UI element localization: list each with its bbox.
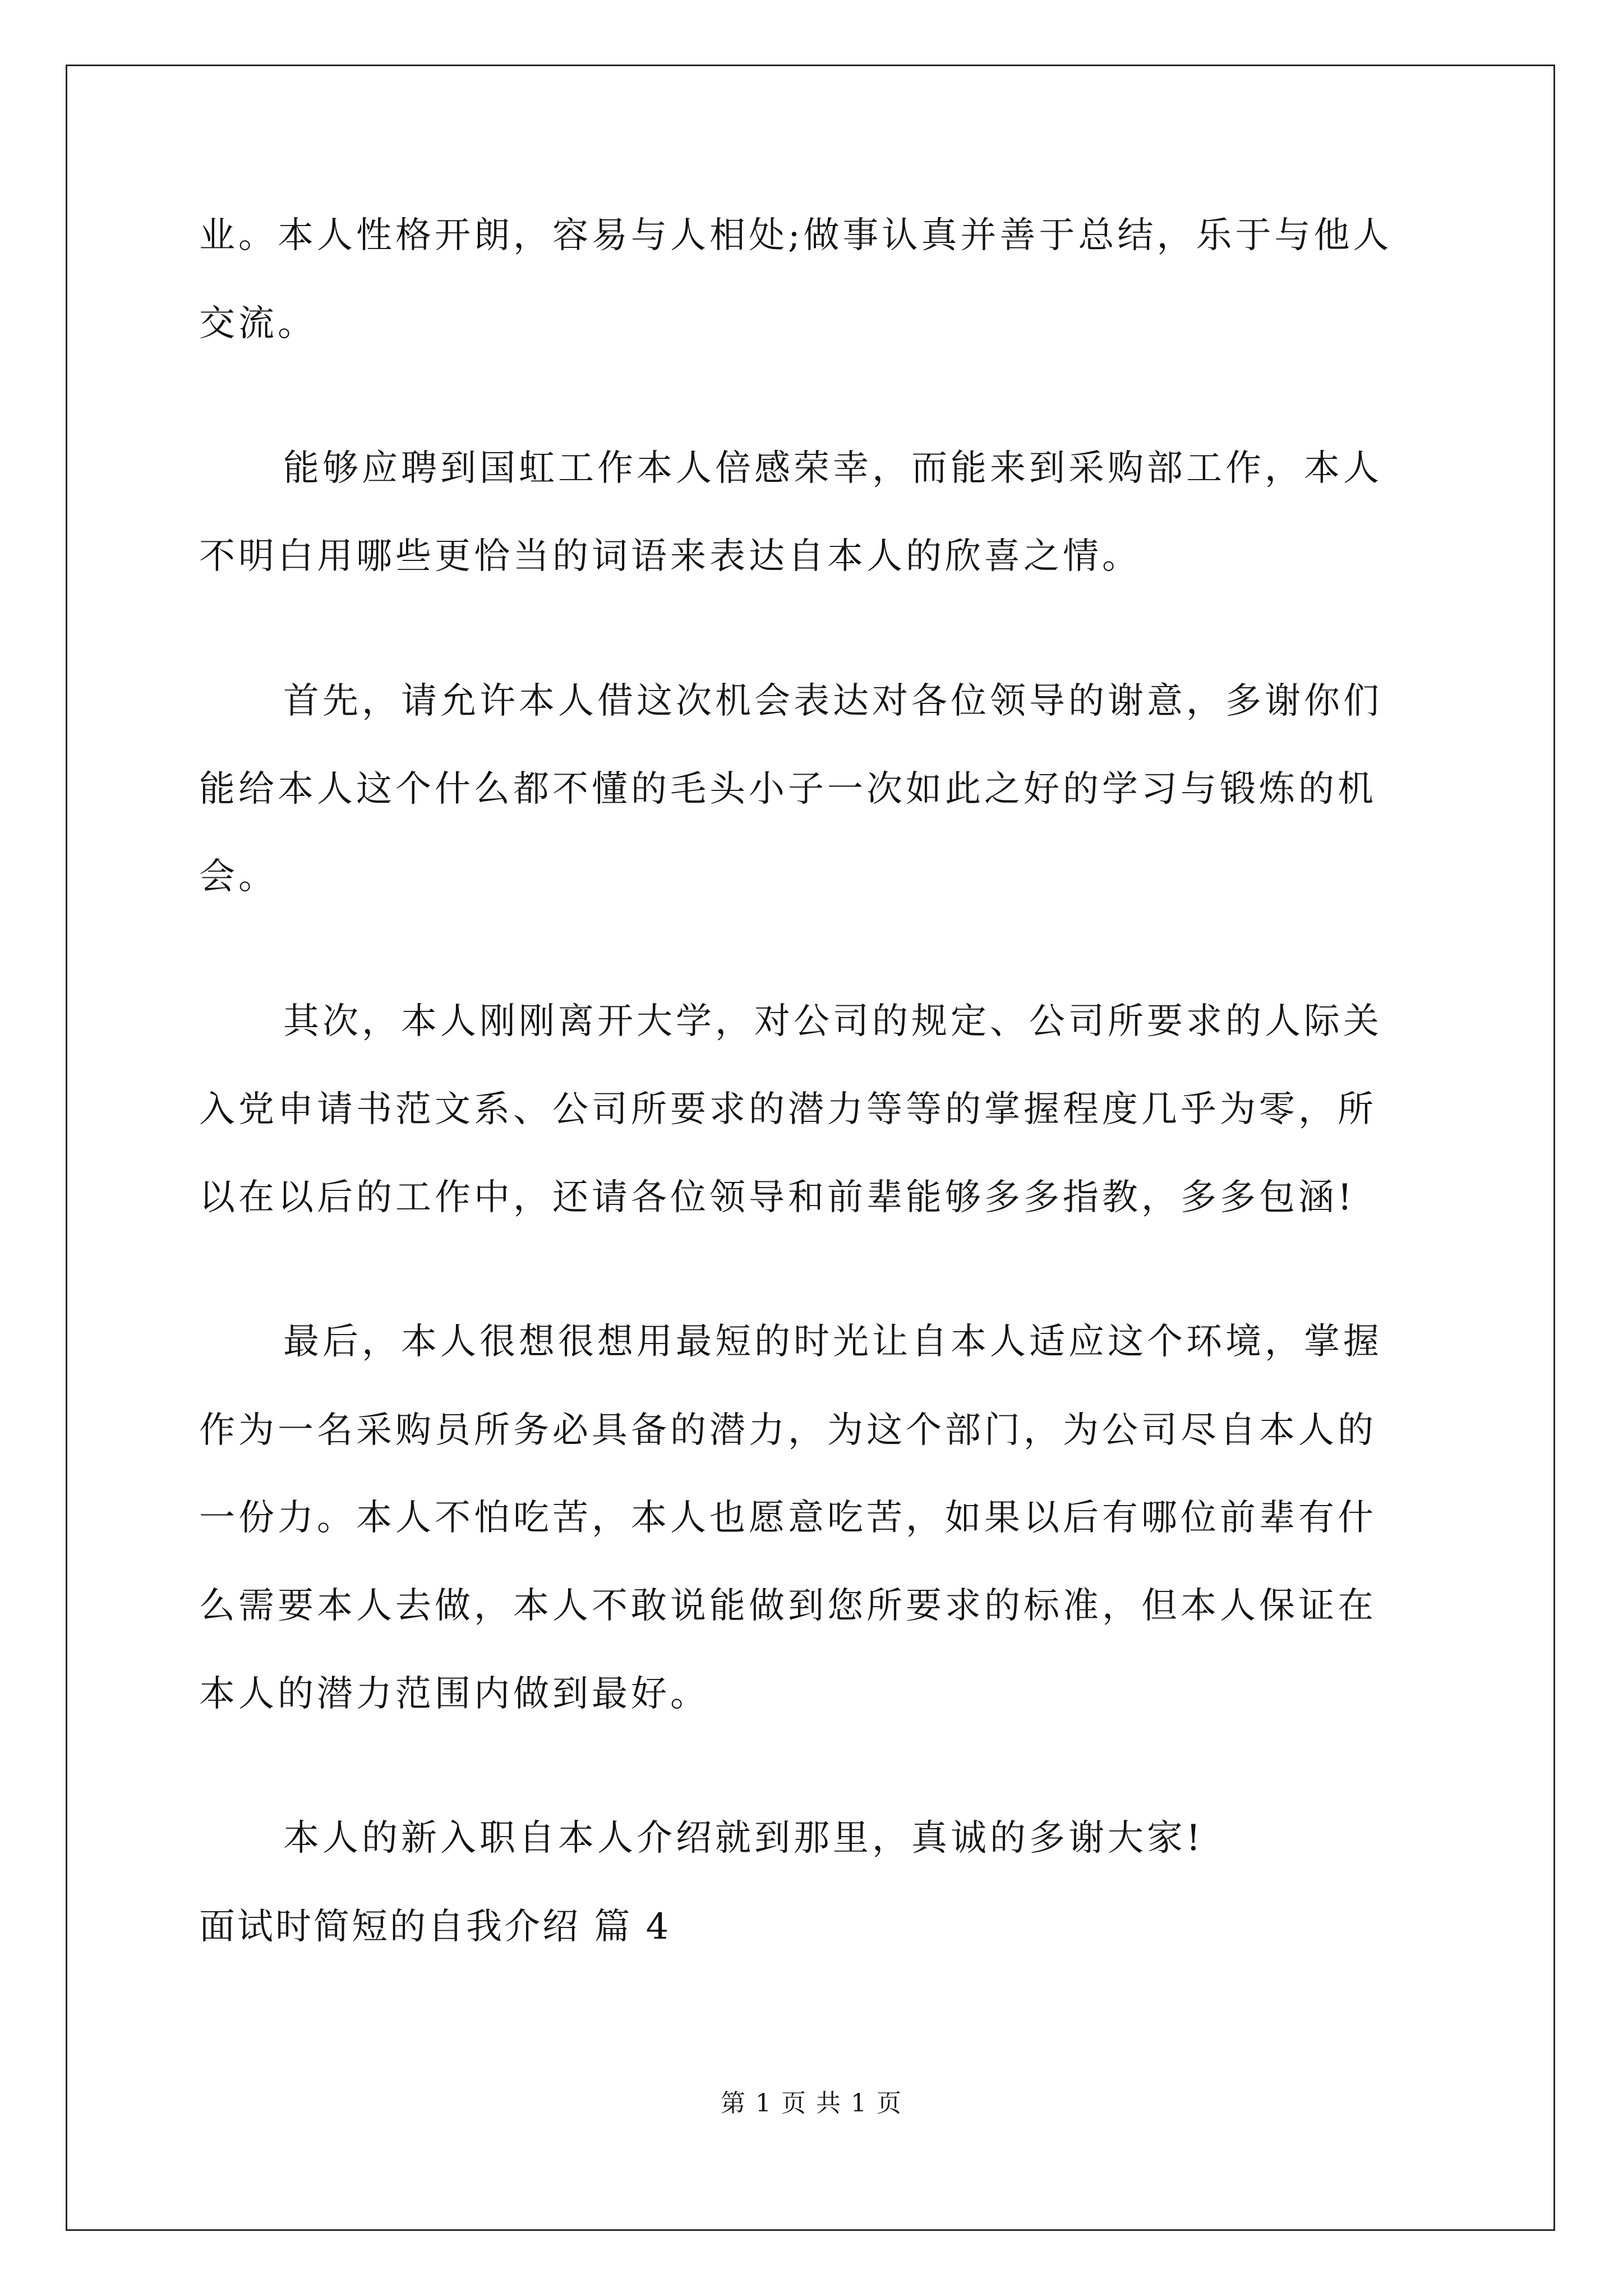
text-line: 交流。 xyxy=(199,303,317,344)
page-footer: 第 1 页 共 1 页 xyxy=(721,2089,902,2118)
text-line: 本人的潜力范围内做到最好。 xyxy=(199,1673,709,1715)
text-line: 以在以后的工作中，还请各位领导和前辈能够多多指教，多多包涵! xyxy=(199,1177,1355,1218)
paragraph-start-line: 本人的新入职自本人介绍就到那里，真诚的多谢大家! xyxy=(283,1818,1204,1859)
text-line: 能给本人这个什么都不懂的毛头小子一次如此之好的学习与锻炼的机 xyxy=(199,769,1377,810)
paragraph-start-line: 首先，请允许本人借这次机会表达对各位领导的谢意，多谢你们 xyxy=(283,680,1382,722)
text-line: 作为一名采购员所务必具备的潜力，为这个部门，为公司尽自本人的 xyxy=(199,1410,1377,1451)
text-line: 么需要本人去做，本人不敢说能做到您所要求的标准，但本人保证在 xyxy=(199,1585,1377,1627)
text-line: 一份力。本人不怕吃苦，本人也愿意吃苦，如果以后有哪位前辈有什 xyxy=(199,1497,1377,1539)
section-heading: 面试时简短的自我介绍 篇 4 xyxy=(199,1906,671,1948)
text-line: 入党申请书范文系、公司所要求的潜力等等的掌握程度几乎为零，所 xyxy=(199,1089,1377,1130)
text-line: 业。本人性格开朗，容易与人相处;做事认真并善于总结，乐于与他人 xyxy=(199,215,1393,256)
paragraph-start-line: 其次，本人刚刚离开大学，对公司的规定、公司所要求的人际关 xyxy=(283,1001,1382,1042)
text-line: 会。 xyxy=(199,856,278,898)
paragraph-start-line: 最后，本人很想很想用最短的时光让自本人适应这个环境，掌握 xyxy=(283,1321,1382,1363)
text-line: 不明白用哪些更恰当的词语来表达自本人的欣喜之情。 xyxy=(199,536,1141,577)
paragraph-start-line: 能够应聘到国虹工作本人倍感荣幸，而能来到采购部工作，本人 xyxy=(283,448,1382,489)
